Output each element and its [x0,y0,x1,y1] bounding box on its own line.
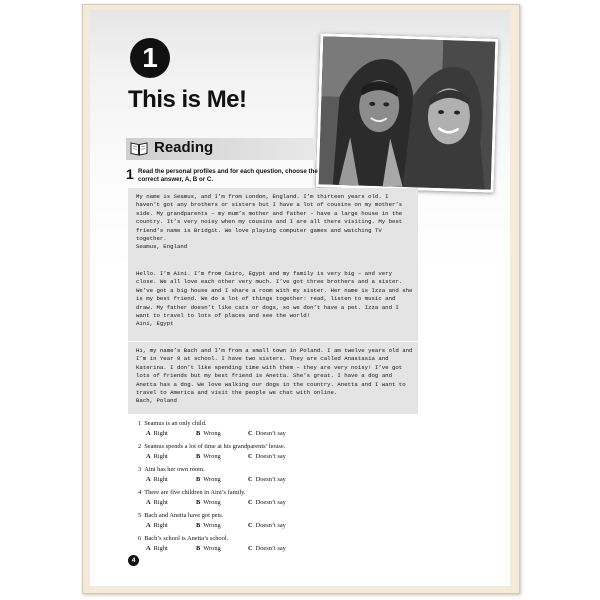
question-body: Aini has her own room. [144,466,205,473]
answer-option-b[interactable] [196,499,221,506]
question-number: 4 [138,489,142,496]
answer-option-a[interactable] [146,545,168,552]
question-item [138,535,388,558]
option-label: Doesn’t say [255,476,286,483]
option-letter: B [196,453,201,460]
option-label: Right [153,522,168,529]
textbook-page [90,10,510,586]
question-text [138,512,223,519]
option-letter: C [248,545,253,552]
profile-aini: Hello. I’m Aini. I’m from Cairo, Egypt and my family is very big – and very close. We all love each other very much. I’ve got three brothers and a sister. We’ve got a big house and I share a room with my sister. Her name is Izza and she is my best friend. We do a lot of things together: read, listen to music and draw. My father doesn’t like cats or dogs, so we don’t have a pet. Izza and I want to travel to lots of places and see the world! Aini, Egypt [128,265,418,341]
option-label: Right [153,430,168,437]
unit-title: This is Me! [128,86,247,113]
option-letter: A [146,453,151,460]
question-list [138,420,388,558]
answer-option-b[interactable] [196,522,221,529]
option-letter: A [146,499,151,506]
page-number: 4 [128,555,139,566]
option-letter: B [196,522,201,529]
question-body: Seamus spends a lot of time at his grandparents’ house. [144,443,286,450]
option-letter: C [248,522,253,529]
question-text [138,489,245,496]
answer-option-c[interactable] [248,499,286,506]
answer-option-b[interactable] [196,545,221,552]
option-label: Doesn’t say [255,522,286,529]
question-body: There are five children in Aini’s family. [144,489,246,496]
exercise-instruction: Read the personal profiles and for each question, choose the correct answer, A, B or C. [138,168,318,183]
option-letter: C [248,453,253,460]
option-letter: B [196,430,201,437]
option-label: Wrong [203,453,221,460]
option-label: Doesn’t say [255,499,286,506]
option-letter: C [248,476,253,483]
answer-option-c[interactable] [248,453,286,460]
question-text [138,420,207,427]
answer-option-c[interactable] [248,476,286,483]
question-number: 5 [138,512,142,519]
answer-option-a[interactable] [146,453,168,460]
option-letter: B [196,545,201,552]
answer-option-a[interactable] [146,430,168,437]
option-letter: A [146,430,151,437]
question-number: 2 [138,443,142,450]
option-letter: A [146,522,151,529]
book-icon [130,141,148,156]
question-body: Bach and Anetta have got pets. [144,512,224,519]
reading-section-header [126,138,316,160]
exercise-number: 1 [126,166,134,182]
option-label: Right [153,499,168,506]
option-letter: C [248,499,253,506]
option-label: Doesn’t say [255,453,286,460]
option-label: Wrong [203,430,221,437]
question-body: Bach’s school is Anetta’s school. [144,535,229,542]
option-label: Right [153,476,168,483]
answer-option-a[interactable] [146,522,168,529]
question-item [138,466,388,489]
option-label: Wrong [203,499,221,506]
photo-two-girls [316,33,499,193]
question-item [138,443,388,466]
option-label: Wrong [203,545,221,552]
option-label: Wrong [203,476,221,483]
answer-option-c[interactable] [248,545,286,552]
answer-option-c[interactable] [248,522,286,529]
profile-bach: Hi, my name’s Bach and I’m from a small town in Poland. I am twelve years old and I’m in Year 9 at school. I have two sisters. They are called Anastasia and Katerina. I don’t like spending time with them – they are very noisy! I’ve got lots of friends but my best friend is Anetta. She’s great. I have a dog and Anetta has a dog. We love walking our dogs in the country. Anetta and I want to travel to America and visit the people we chat with online. Bach, Poland [128,342,418,414]
answer-option-b[interactable] [196,476,221,483]
answer-option-a[interactable] [146,476,168,483]
question-text [138,535,228,542]
photo-illustration [319,36,496,189]
option-letter: B [196,476,201,483]
option-letter: C [248,430,253,437]
question-number: 6 [138,535,142,542]
section-title: Reading [154,139,214,156]
option-label: Wrong [203,522,221,529]
question-item [138,489,388,512]
option-letter: A [146,476,151,483]
question-text [138,466,205,473]
answer-option-b[interactable] [196,430,221,437]
option-letter: B [196,499,201,506]
question-body: Seamus is an only child. [144,420,207,427]
profile-seamus: My name is Seamus, and I’m from London, England. I’m thirteen years old. I haven’t got any brothers or sisters but I have a lot of cousins on my mother’s side. My grandparents – my mum’s mother and father – have a large house in the country. It’s very noisy when my cousins and I are all there visiting. My best friend’s name is Bridgit. We love playing computer games and watching TV together. Seamus, England [128,188,418,268]
question-number: 3 [138,466,142,473]
answer-option-c[interactable] [248,430,286,437]
option-label: Right [153,453,168,460]
option-label: Doesn’t say [255,430,286,437]
unit-number-badge: 1 [130,38,170,78]
question-item [138,512,388,535]
question-text [138,443,285,450]
option-letter: A [146,545,151,552]
question-item [138,420,388,443]
option-label: Doesn’t say [255,545,286,552]
option-label: Right [153,545,168,552]
answer-option-a[interactable] [146,499,168,506]
answer-option-b[interactable] [196,453,221,460]
question-number: 1 [138,420,142,427]
